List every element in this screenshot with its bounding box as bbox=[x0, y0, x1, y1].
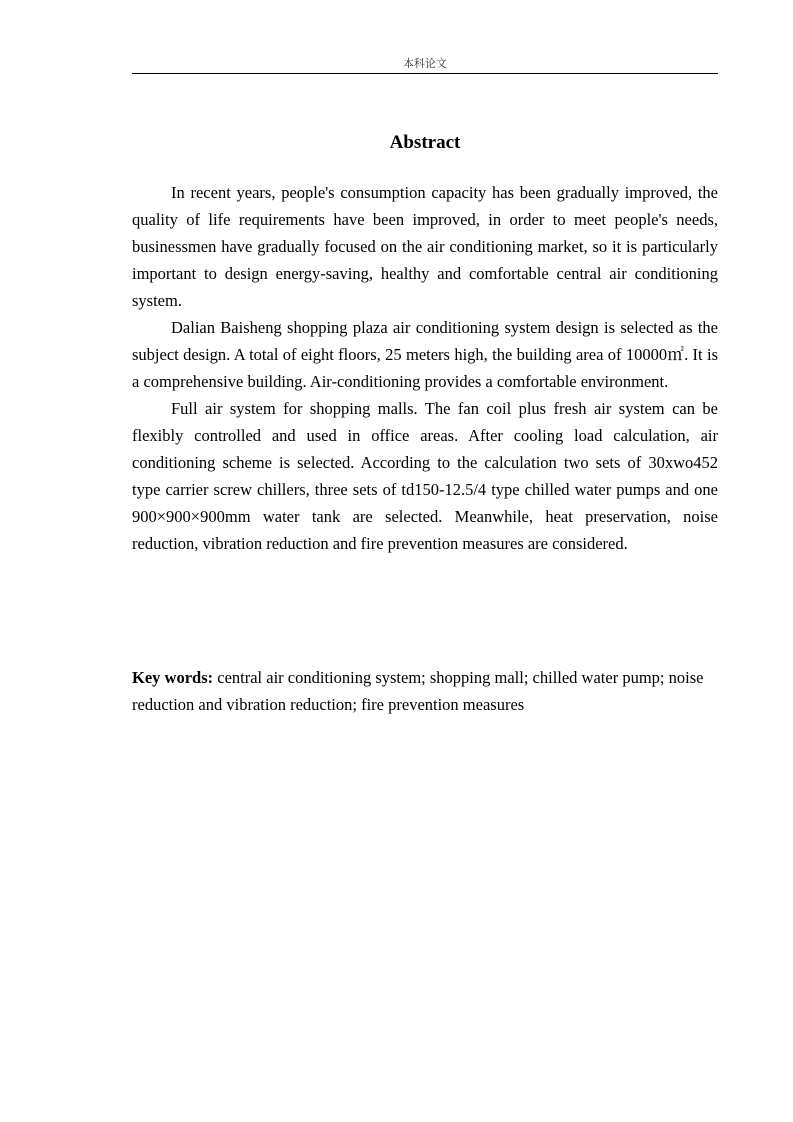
keywords-text: central air conditioning system; shopping mall; chilled water pump; noise reduction and vibration reduction; fire prevention measures bbox=[132, 668, 704, 714]
abstract-paragraph-1: In recent years, people's consumption capacity has been gradually improved, the quality of life requirements have been improved, in order to meet people's needs, businessmen have gradually focused on the air conditioning market, so it is particularly important to design energy-saving, healthy and comfortable central air conditioning system. bbox=[132, 183, 718, 310]
keywords-block bbox=[132, 664, 718, 718]
abstract-paragraph-2: Dalian Baisheng shopping plaza air conditioning system design is selected as the subject design. A total of eight floors, 25 meters high, the building area of 10000㎡. It is a comprehensive building. Air-conditioning provides a comfortable environment. bbox=[132, 318, 718, 391]
abstract-title: Abstract bbox=[389, 132, 461, 153]
header-rule bbox=[132, 73, 718, 74]
page-header: 本科论文 bbox=[403, 58, 447, 70]
keywords-label: Key words: bbox=[132, 668, 214, 687]
abstract-body bbox=[132, 179, 718, 557]
abstract-paragraph-3: Full air system for shopping malls. The fan coil plus fresh air system can be flexibly controlled and used in office areas. After cooling load calculation, air conditioning scheme is selected. According to the calculation two sets of 30xwo452 type carrier screw chillers, three sets of td150-12.5/4 type chilled water pumps and one 900×900×900mm water tank are selected. Meanwhile, heat preservation, noise reduction, vibration reduction and fire prevention measures are considered. bbox=[132, 399, 718, 553]
